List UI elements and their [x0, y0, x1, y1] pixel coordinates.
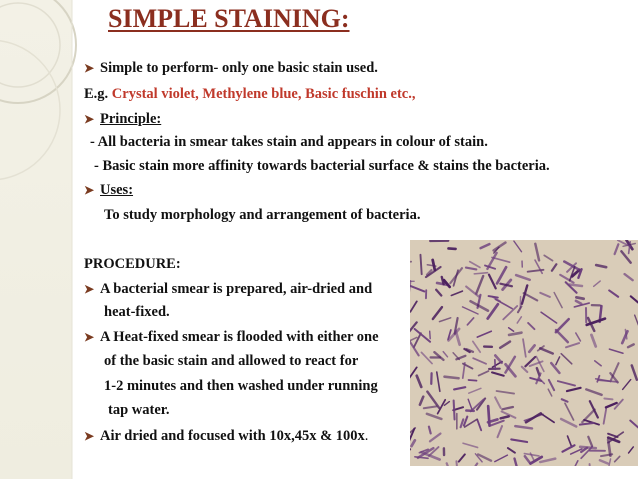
bacterium-rod — [487, 253, 496, 269]
bacterium-rod — [492, 372, 504, 375]
bacterium-rod — [502, 407, 512, 409]
procedure-heading: PROCEDURE: — [84, 256, 181, 272]
uses-text: To study morphology and arrangement of bacteria. — [104, 207, 421, 223]
bacterium-rod — [556, 330, 568, 342]
bacterium-rod — [615, 456, 620, 461]
bacterium-rod — [459, 454, 465, 461]
arrow-bullet-icon: ➤ — [84, 183, 95, 197]
bacterium-rod — [456, 461, 457, 466]
bacterium-rod — [625, 274, 633, 280]
bacterium-rod — [430, 434, 441, 442]
bacterium-rod — [488, 406, 489, 426]
bacterium-rod — [628, 344, 634, 347]
principle-line-2: - Basic stain more affinity towards bacterial surface & stains the bacteria. — [94, 158, 550, 174]
bacterium-rod — [495, 455, 508, 461]
bacterium-rod — [509, 333, 521, 335]
bacterium-rod — [497, 267, 506, 283]
bacterium-rod — [631, 296, 638, 306]
bacterium-rod — [556, 357, 560, 365]
bacterium-rod — [498, 426, 502, 437]
bacterium-rod — [609, 290, 618, 296]
bacterium-rod — [608, 434, 617, 437]
bacterium-rod — [500, 342, 510, 348]
bacterium-rod — [596, 265, 606, 267]
bacterium-rod — [594, 281, 600, 286]
bacterium-rod — [420, 255, 421, 274]
bacterium-rod — [410, 322, 417, 332]
bacterium-rod — [450, 268, 462, 283]
bacterium-rod — [523, 339, 526, 357]
bacterium-rod — [468, 463, 477, 466]
bacterium-rod — [456, 331, 460, 345]
bacterium-rod — [463, 307, 479, 314]
micrograph-image — [410, 240, 638, 466]
bacterium-rod — [495, 355, 501, 362]
bacterium-rod — [451, 291, 462, 295]
principle-line-1: - All bacteria in smear takes stain and appears in colour of stain. — [90, 134, 488, 150]
bacterium-rod — [609, 459, 611, 466]
bacterium-rod — [412, 440, 415, 446]
bacterium-rod — [600, 460, 608, 463]
stained-bacteria-rods — [410, 240, 638, 466]
bacterium-rod — [473, 358, 486, 364]
arrow-bullet-icon: ➤ — [84, 330, 95, 344]
bacterium-rod — [604, 398, 612, 399]
bacterium-rod — [427, 392, 439, 408]
bacterium-rod — [517, 317, 521, 323]
bacterium-rod — [439, 318, 450, 322]
procedure-step-1: ➤ A bacterial smear is prepared, air-dried and — [84, 281, 373, 297]
bacterium-rod — [411, 286, 425, 291]
bacterium-rod — [526, 413, 541, 422]
bacterium-rod — [606, 403, 617, 407]
bacterium-rod — [444, 402, 449, 406]
bacterium-rod — [565, 403, 574, 420]
bacterium-rod — [542, 414, 554, 422]
bullet-line-simple: ➤ Simple to perform- only one basic stain used. — [84, 60, 378, 76]
bacterium-rod — [474, 273, 487, 274]
bacterium-rod — [443, 352, 447, 357]
bacterium-rod — [541, 312, 556, 323]
bacterium-rod — [558, 381, 575, 385]
bacterium-rod — [447, 463, 451, 466]
bacterium-rod — [515, 459, 520, 466]
example-line: E.g. Crystal violet, Methylene blue, Basic fuschin etc., — [84, 86, 416, 102]
bacterium-rod — [632, 365, 637, 379]
bacterium-rod — [469, 388, 481, 393]
procedure-step-2: ➤ A Heat-fixed smear is flooded with either one — [84, 329, 379, 345]
procedure-step-3: ➤ Air dried and focused with 10x,45x & 100x. — [84, 428, 369, 444]
bacterium-rod — [562, 399, 568, 401]
uses-heading-line — [84, 181, 133, 199]
bacterium-rod — [522, 367, 527, 372]
bacterium-rod — [591, 335, 595, 347]
bacterium-rod — [576, 301, 581, 304]
bacterium-rod — [537, 368, 540, 375]
arrow-bullet-icon: ➤ — [84, 112, 95, 126]
bacterium-rod — [414, 333, 421, 347]
bacterium-rod — [444, 377, 458, 379]
bacterium-rod — [580, 447, 596, 448]
bacterium-rod — [420, 397, 423, 405]
bacterium-rod — [586, 389, 601, 394]
bacterium-rod — [489, 275, 496, 289]
bacterium-rod — [427, 414, 441, 419]
bacterium-rod — [561, 354, 572, 364]
bacterium-rod — [552, 264, 556, 270]
bacterium-rod — [410, 262, 411, 263]
bacterium-rod — [477, 331, 491, 337]
bacterium-rod — [464, 417, 467, 426]
bacterium-rod — [488, 304, 498, 318]
bacterium-rod — [598, 380, 617, 382]
bacterium-rod — [469, 380, 477, 381]
bacterium-rod — [436, 290, 441, 296]
bacterium-rod — [568, 436, 572, 447]
bacterium-rod — [476, 276, 483, 294]
bacterium-rod — [467, 318, 473, 325]
bacterium-rod — [454, 387, 465, 389]
bacterium-rod — [576, 333, 581, 341]
bacterium-rod — [410, 301, 416, 311]
stain-examples: Crystal violet, Methylene blue, Basic fuschin etc., — [111, 86, 416, 102]
bacterium-rod — [481, 244, 490, 248]
bacterium-rod — [609, 349, 623, 353]
bacterium-rod — [410, 342, 419, 356]
bacterium-rod — [470, 262, 480, 268]
principle-heading: Principle: — [100, 111, 162, 127]
bacterium-rod — [567, 388, 581, 391]
uses-heading: Uses: — [100, 182, 134, 198]
bacterium-rod — [494, 243, 506, 251]
bacterium-rod — [549, 380, 554, 390]
procedure-step-2-cont-3: tap water. — [108, 402, 170, 418]
bacterium-rod — [514, 241, 522, 252]
bacterium-rod — [500, 284, 511, 287]
bacterium-rod — [623, 380, 631, 390]
bacterium-rod — [461, 419, 464, 427]
bacterium-rod — [437, 372, 440, 391]
bacterium-rod — [535, 244, 539, 261]
bacterium-rod — [434, 352, 443, 360]
bacterium-rod — [509, 328, 514, 331]
bacterium-rod — [595, 361, 601, 366]
bacterium-rod — [563, 445, 575, 451]
bacterium-rod — [574, 461, 578, 466]
bacterium-rod — [454, 400, 455, 419]
bacterium-rod — [463, 363, 465, 378]
bacterium-rod — [529, 345, 534, 352]
bacterium-rod — [615, 244, 619, 254]
bacterium-rod — [525, 456, 530, 463]
bacterium-rod — [570, 284, 582, 286]
bacterium-rod — [540, 459, 555, 462]
procedure-step-2-cont-2: 1-2 minutes and then washed under running — [104, 378, 378, 394]
bacterium-rod — [463, 443, 477, 447]
bacterium-rod — [544, 255, 552, 260]
bacterium-rod — [477, 420, 481, 430]
bacterium-rod — [629, 447, 634, 453]
bacterium-rod — [430, 331, 431, 339]
bacterium-rod — [604, 409, 607, 424]
bacterium-rod — [508, 448, 515, 453]
bacterium-rod — [495, 397, 500, 408]
bacterium-rod — [466, 268, 476, 270]
arrow-bullet-icon: ➤ — [84, 61, 95, 75]
bacterium-rod — [433, 307, 442, 319]
bacterium-rod — [468, 399, 472, 410]
procedure-step-1-cont: heat-fixed. — [104, 304, 170, 320]
bacterium-rod — [516, 275, 530, 280]
bacterium-rod — [417, 376, 422, 387]
bacterium-rod — [501, 416, 509, 418]
bacterium-rod — [566, 343, 579, 347]
bacterium-rod — [410, 367, 417, 380]
arrow-bullet-icon: ➤ — [84, 429, 95, 443]
bacterium-rod — [576, 297, 583, 298]
bacterium-rod — [554, 293, 562, 308]
bacterium-rod — [511, 439, 527, 442]
bacterium-rod — [548, 389, 551, 396]
bacterium-rod — [429, 427, 431, 434]
bacterium-rod — [479, 371, 489, 376]
slide-title: SIMPLE STAINING: — [108, 4, 350, 33]
bacterium-rod — [590, 401, 598, 417]
bacterium-rod — [630, 421, 638, 434]
bacterium-rod — [473, 341, 480, 352]
procedure-step-2-cont-1: of the basic stain and allowed to react for — [104, 353, 359, 369]
principle-heading-line — [84, 110, 161, 128]
bacterium-rod — [528, 323, 534, 329]
bacterium-rod — [515, 426, 532, 428]
bacterium-rod — [588, 437, 592, 446]
bacterium-rod — [540, 348, 552, 353]
bacterium-rod — [590, 464, 591, 466]
bacterium-rod — [540, 293, 550, 297]
bacterium-rod — [424, 406, 437, 408]
arrow-bullet-icon: ➤ — [84, 282, 95, 296]
bacterium-rod — [497, 391, 515, 394]
